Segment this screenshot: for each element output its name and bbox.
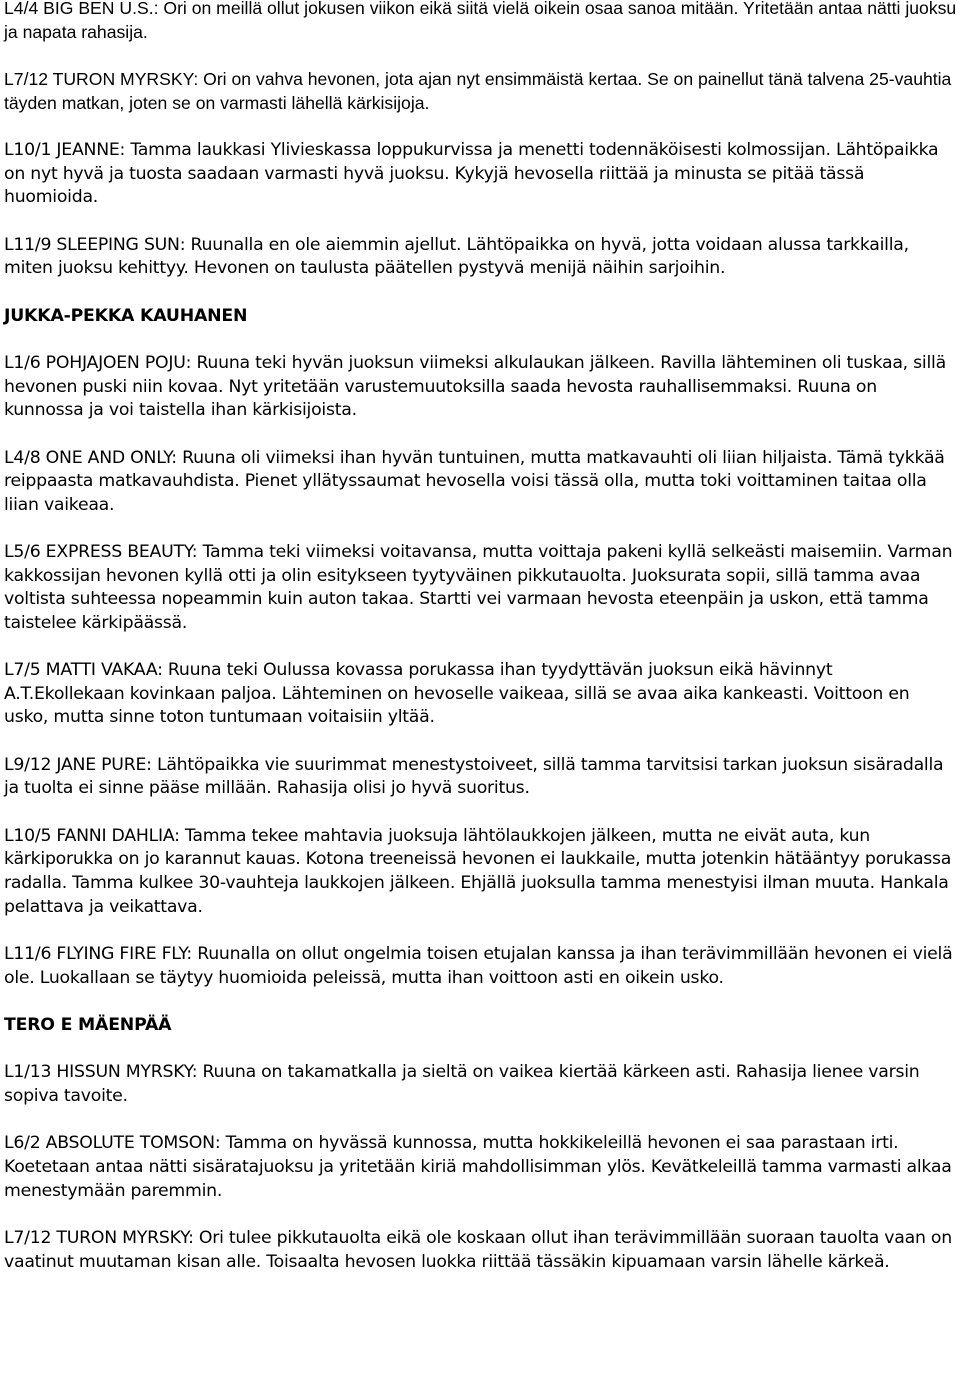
- paragraph-turon-myrsky-1: L7/12 TURON MYRSKY: Ori on vahva hevonen, jota ajan nyt ensimmäistä kertaa. Se on painellut tänä talvena 25-vauhtia täyden matkan, joten se on varmasti lähellä kärkisijoja.: [4, 68, 952, 113]
- paragraph-flying-fire-fly: L11/6 FLYING FIRE FLY: Ruunalla on ollut ongelmia toisen etujalan kanssa ja ihan terävimmillään hevonen ei vielä ole. Luokallaan se täytyy huomioida peleissä, mutta ihan voittoon asti en oikein usko.: [4, 943, 953, 988]
- paragraph-big-ben: L4/4 BIG BEN U.S.: Ori on meillä ollut jokusen viikon eikä siitä vielä oikein osaa sanoa mitään. Yritetään antaa nätti juoksu ja napata rahasija.: [4, 0, 957, 42]
- paragraph-hissun-myrsky: L1/13 HISSUN MYRSKY: Ruuna on takamatkalla ja sieltä on vaikea kiertää kärkeen asti. Rahasija lienee varsin sopiva tavoite.: [4, 1062, 920, 1106]
- paragraph-fanni-dahlia: L10/5 FANNI DAHLIA: Tamma tekee mahtavia juoksuja lähtölaukkojen jälkeen, mutta ne eivät auta, kun kärkiporukka on jo karannut kauas. Kotona treeneissä hevonen ei laukkaile, mutta jotenkin hätääntyy porukassa radalla. Tamma kulkee 30-vauhteja laukkojen jälkeen. Ehjällä juoksulla tamma menestyisi ilman muuta. Hankala pelattava ja veikattava.: [4, 825, 952, 917]
- paragraph-absolute-tomson: L6/2 ABSOLUTE TOMSON: Tamma on hyvässä kunnossa, mutta hokkikeleillä hevonen ei saa parastaan irti. Koetetaan antaa nätti sisäratajuoksu ja yritetään kiriä mahdollisimman ylös. Kevätkeleillä tamma varmasti alkaa menestymään paremmin.: [4, 1133, 952, 1201]
- paragraph-jeanne: L10/1 JEANNE: Tamma laukkasi Ylivieskassa loppukurvissa ja menetti todennäköisesti kolmossijan. Lähtöpaikka on nyt hyvä ja tuosta saadaan varmasti hyvä juoksu. Kykyjä hevosella riittää ja minusta se pitää tässä huomioida.: [4, 139, 939, 208]
- paragraph-express-beauty: L5/6 EXPRESS BEAUTY: Tamma teki viimeksi voitavansa, mutta voittaja pakeni kyllä selkeästi maisemiin. Varman kakkossijan hevonen kyllä otti ja olin esitykseen tyytyväinen pikkutauolta. Juoksurata sopii, sillä tamma avaa voltista suhteessa nopeammin kuin auton takaa. Startti vei varmaan hevosta eteenpäin ja uskon, että tamma taistelee kärkipäässä.: [4, 542, 953, 633]
- paragraph-matti-vakaa: L7/5 MATTI VAKAA: Ruuna teki Oulussa kovassa porukassa ihan tyydyttävän juoksun eikä hävinnyt A.T.Ekollekaan kovinkaan paljoa. Lähteminen on hevoselle vaikeaa, sillä se avaa aika kankeasti. Voittoon en usko, mutta sinne toton tuntumaan voitaisiin yltää.: [4, 660, 910, 728]
- paragraph-pohjajoen-poju: L1/6 POHJAJOEN POJU: Ruuna teki hyvän juoksun viimeksi alkulaukan jälkeen. Ravilla lähteminen oli tuskaa, sillä hevonen puski niin kovaa. Nyt yritetään varustemuutoksilla saada hevosta rauhallisemmaksi. Ruuna on kunnossa ja voi taistella ihan kärkisijoista.: [4, 352, 946, 421]
- section-heading-tero-e-maenpaa: TERO E MÄENPÄÄ: [4, 1014, 172, 1035]
- paragraph-sleeping-sun: L11/9 SLEEPING SUN: Ruunalla en ole aiemmin ajellut. Lähtöpaikka on hyvä, jotta voidaan alussa tarkkailla, miten juoksu kehittyy. Hevonen on taulusta päätellen pystyvä menijä näihin sarjoihin.: [4, 234, 909, 279]
- document-page: [4, 0, 958, 1298]
- paragraph-jane-pure: L9/12 JANE PURE: Lähtöpaikka vie suurimmat menestystoiveet, sillä tamma tarvitsisi tarkan juoksun sisäradalla ja tuolta ei sinne pääse millään. Rahasija olisi jo hyvä suoritus.: [4, 754, 944, 799]
- paragraph-turon-myrsky-2: L7/12 TURON MYRSKY: Ori tulee pikkutauolta eikä ole koskaan ollut ihan terävimmillään suoraan tauolta vaan on vaatinut muutaman kisan alle. Toisaalta hevosen luokka riittää tässäkin kipuamaan varsin lähelle kärkeä.: [4, 1227, 952, 1272]
- paragraph-one-and-only: L4/8 ONE AND ONLY: Ruuna oli viimeksi ihan hyvän tuntuinen, mutta matkavauhti oli liian hiljaista. Tämä tykkää reippaasta matkavauhdista. Pienet yllätyssaumat hevosella voisi tässä olla, mutta toki voittaminen taitaa olla liian vaikeaa.: [4, 447, 945, 515]
- section-heading-jukka-pekka: JUKKA-PEKKA KAUHANEN: [4, 305, 248, 326]
